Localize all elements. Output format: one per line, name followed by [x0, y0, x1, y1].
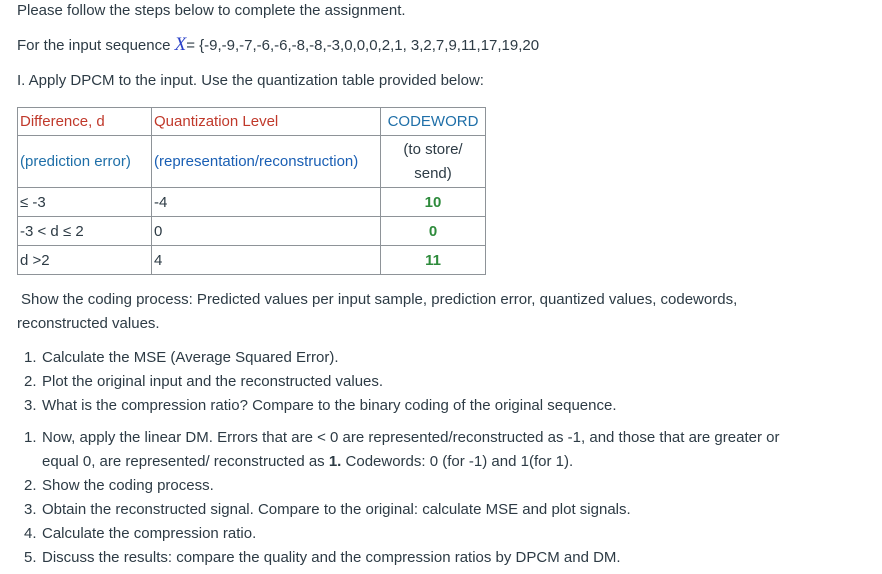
cell-difference: d >2: [18, 246, 152, 275]
list-item: 1. Now, apply the linear DM. Errors that are < 0 are represented/reconstructed as -1, and those that are greater or equal 0, are represented/ reconstructed as 1. Codewords: 0 (for -1) and 1(for 1).: [24, 426, 779, 474]
list-item: 3. What is the compression ratio? Compare to the binary coding of the original sequence.: [24, 397, 617, 414]
show-process-line2: reconstructed values.: [17, 315, 160, 332]
subheader-codeword: [381, 136, 486, 188]
list-item: 5. Discuss the results: compare the quality and the compression ratios by DPCM and DM.: [24, 549, 621, 566]
cell-codeword: 10: [381, 188, 486, 217]
table-subheader-row: [18, 136, 486, 188]
header-difference: Difference, d: [18, 108, 152, 136]
sequence-prefix: For the input sequence: [17, 37, 175, 54]
show-process-line1: Show the coding process: Predicted values per input sample, prediction error, quantized values, codewords,: [21, 291, 738, 308]
intro-text: Please follow the steps below to complete the assignment.: [17, 2, 406, 19]
dm-item1-line2: equal 0, are represented/ reconstructed as 1. Codewords: 0 (for -1) and 1(for 1).: [42, 453, 574, 470]
cell-difference: -3 < d ≤ 2: [18, 217, 152, 246]
dpcm-task-list: [24, 346, 616, 418]
table-row: [18, 217, 486, 246]
list-item: 1. Calculate the MSE (Average Squared Error).: [24, 349, 339, 366]
table-row: [18, 188, 486, 217]
subheader-codeword-line1: (to store/: [403, 140, 463, 158]
cell-level: 4: [152, 246, 381, 275]
sequence-variable: X: [174, 34, 187, 55]
table-header-row: [18, 108, 486, 136]
list-item: 3. Obtain the reconstructed signal. Compare to the original: calculate MSE and plot signals.: [24, 501, 631, 518]
cell-difference: ≤ -3: [18, 188, 152, 217]
step-one-heading: I. Apply DPCM to the input. Use the quantization table provided below:: [17, 72, 484, 89]
list-item: 2. Show the coding process.: [24, 477, 214, 494]
cell-level: -4: [152, 188, 381, 217]
table-row: [18, 246, 486, 275]
list-item: 2. Plot the original input and the reconstructed values.: [24, 373, 384, 390]
cell-level: 0: [152, 217, 381, 246]
header-codeword: CODEWORD: [381, 108, 486, 136]
header-level: Quantization Level: [152, 108, 381, 136]
sequence-values: = {-9,-9,-7,-6,-6,-8,-8,-3,0,0,0,2,1, 3,2,7,9,11,17,19,20: [186, 37, 540, 54]
subheader-difference: (prediction error): [18, 136, 152, 188]
cell-codeword: 0: [381, 217, 486, 246]
dm-task-list: [24, 426, 779, 570]
list-item: 4. Calculate the compression ratio.: [24, 525, 257, 542]
input-sequence: [17, 35, 539, 56]
quantization-table: [17, 107, 486, 275]
dm-item1-line1: Now, apply the linear DM. Errors that are < 0 are represented/reconstructed as -1, and those that are greater or: [42, 429, 780, 446]
subheader-level: (representation/reconstruction): [152, 136, 381, 188]
cell-codeword: 11: [381, 246, 486, 275]
subheader-codeword-line2: send): [414, 164, 452, 182]
